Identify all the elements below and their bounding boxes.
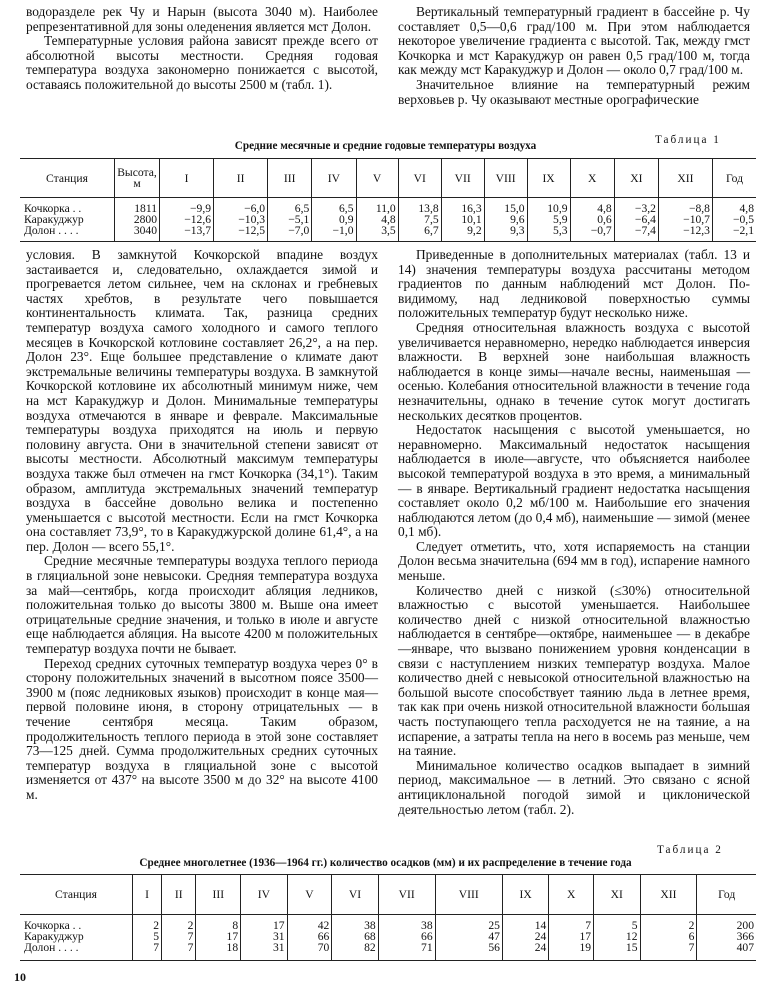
value-cell xyxy=(133,915,162,961)
table-cell: 15,0 xyxy=(504,202,525,215)
table-cell: 25 xyxy=(488,919,500,932)
table-cell: Кочкорка . . xyxy=(24,202,82,215)
table-cell: 2 xyxy=(153,919,160,932)
table-cell: 9,6 xyxy=(510,213,525,226)
table-cell: −2,1 xyxy=(732,224,754,237)
table-cell: 7 xyxy=(585,919,592,932)
table-cell: −12,3 xyxy=(683,224,710,237)
table-cell: 42 xyxy=(317,919,330,932)
table-cell: 17 xyxy=(272,919,285,932)
paragraph: Недостаток насыщения с высотой уменьшается, но неравномерно. Максимальный недостаток насыщения наблюдается в июле—августе, что объясняется наиболее высокой температурой воздуха в это время, а минимальный — в январе. Вертикальный градиент недостатка насыщения составляет около 0,2 мб/100 м. Наибольшие его значения наблюдаются летом (до 0,4 мб), наименьшие — зимой (менее 0,1 мб). xyxy=(398,422,750,540)
column-header: Год xyxy=(712,159,756,198)
table-cell: 3,5 xyxy=(381,224,396,237)
paragraph: Значительное влияние на температурный режим верховьев р. Чу оказывают местные орографические xyxy=(398,76,750,107)
table-cell: 38 xyxy=(364,919,376,932)
value-cell xyxy=(268,198,312,242)
table-cell: Долон . . . . xyxy=(24,941,79,954)
table-cell: 7 xyxy=(187,930,194,943)
table-cell: Долон . . . . xyxy=(24,224,79,237)
table-cell: 71 xyxy=(421,941,433,954)
value-cell xyxy=(435,915,502,961)
table1-label: Таблица 1 xyxy=(655,134,721,146)
column-header: III xyxy=(196,875,241,915)
column-header: Высота, м xyxy=(115,159,160,198)
table-cell: 9,2 xyxy=(467,224,482,237)
table-cell: 11,0 xyxy=(375,202,396,215)
column-header: IX xyxy=(527,159,570,198)
column-header: VII xyxy=(441,159,484,198)
table-cell: −0,5 xyxy=(732,213,754,226)
column-header: II xyxy=(162,875,196,915)
value-cell xyxy=(697,915,756,961)
table-cell: 4,8 xyxy=(739,202,754,215)
table-cell: 31 xyxy=(272,941,285,954)
table-cell: 9,3 xyxy=(510,224,525,237)
table-cell: 5,3 xyxy=(553,224,568,237)
paragraph: Вертикальный температурный градиент в бассейне р. Чу составляет 0,5—0,6 град/100 м. При этом наблюдается некоторое увеличение градиента с высотой. Так, между гмст Кочкорка и мст Каракуджур он равен 0,5 град/100 м, тогда как между мст Каракуджур и Долон — около 0,7 град/100 м. xyxy=(398,4,750,78)
column-header: XII xyxy=(640,875,697,915)
table-cell: Кочкорка . . xyxy=(24,919,82,932)
column-header: VIII xyxy=(435,875,502,915)
column-header: XII xyxy=(658,159,712,198)
table-cell: 3040 xyxy=(133,224,157,237)
table-body xyxy=(20,198,756,242)
paragraph: Минимальное количество осадков выпадает в зимний период, максимальное — в летний. Это связано с ясной антициклональной погодой зимой и циклонической деятельностью летом (табл. 2). xyxy=(398,757,750,817)
table-row xyxy=(20,915,756,961)
page-number: 10 xyxy=(14,970,26,984)
table-cell: 8 xyxy=(232,919,239,932)
table-cell: −9,9 xyxy=(190,202,212,215)
middle-left-column xyxy=(26,248,378,803)
table-cell: 12 xyxy=(625,930,638,943)
value-cell xyxy=(115,198,160,242)
value-cell xyxy=(658,198,712,242)
value-cell xyxy=(214,198,268,242)
column-header: V xyxy=(287,875,332,915)
table-body xyxy=(20,915,756,961)
table-cell: 5 xyxy=(631,919,638,932)
table-cell: −5,1 xyxy=(288,213,310,226)
table-cell: 17 xyxy=(226,930,239,943)
table-cell: −13,7 xyxy=(184,224,212,237)
value-cell xyxy=(332,915,378,961)
table-cell: 5 xyxy=(153,930,160,943)
table-cell: −6,4 xyxy=(634,213,656,226)
table-cell: Каракуджур xyxy=(24,213,84,226)
column-header: Год xyxy=(697,875,756,915)
table-cell: −1,0 xyxy=(332,224,354,237)
value-cell xyxy=(640,915,697,961)
value-cell xyxy=(160,198,214,242)
paragraph: водоразделе рек Чу и Нарын (высота 3040 м). Наиболее репрезентативной для зоны оледенения является мст Долон. xyxy=(26,4,378,34)
table-cell: 31 xyxy=(272,930,285,943)
table-cell: 366 xyxy=(736,930,754,943)
table-cell: −0,7 xyxy=(590,224,612,237)
table-cell: −3,2 xyxy=(634,202,656,215)
value-cell xyxy=(614,198,658,242)
table-cell: Каракуджур xyxy=(24,930,84,943)
value-cell xyxy=(378,915,435,961)
paragraph: Средняя относительная влажность воздуха с высотой увеличивается неравномерно, нередко наблюдается инверсия влажности. В верхней зоне наибольшая влажность наблюдается в конце зимы—начале весны, наименьшая — осенью. Колебания относительной влажности в течение года незначительны, однако в течение суток могут достигать нескольких десятков процентов. xyxy=(398,319,750,423)
column-header: IX xyxy=(502,875,548,915)
column-header: VII xyxy=(378,875,435,915)
column-header: IV xyxy=(312,159,356,198)
table-cell: 6,5 xyxy=(339,202,354,215)
value-cell xyxy=(398,198,441,242)
value-cell xyxy=(287,915,332,961)
table-cell: 2 xyxy=(688,919,695,932)
top-left-column xyxy=(26,5,378,93)
column-header: V xyxy=(356,159,398,198)
table-cell: 68 xyxy=(364,930,376,943)
value-cell xyxy=(441,198,484,242)
column-header: XI xyxy=(594,875,640,915)
station-cell xyxy=(20,915,133,961)
column-header: X xyxy=(570,159,614,198)
column-header: Станция xyxy=(46,171,88,185)
table-header-row xyxy=(20,159,756,198)
value-cell xyxy=(502,915,548,961)
paragraph: Следует отметить, что, хотя испаряемость на станции Долон весьма значительна (694 мм в год), испарение намного меньше. xyxy=(398,538,750,584)
table2-label: Таблица 2 xyxy=(657,844,723,856)
table-cell: −7,4 xyxy=(634,224,656,237)
table-cell: 10,9 xyxy=(547,202,568,215)
table-cell: 7 xyxy=(153,941,160,954)
table-cell: 2 xyxy=(187,919,194,932)
value-cell xyxy=(527,198,570,242)
table-cell: 6,7 xyxy=(424,224,439,237)
column-header: III xyxy=(268,159,312,198)
paragraph: Переход средних суточных температур воздуха через 0° в сторону положительных значений в высотном поясе 3500—3900 м (пояс ледниковых языков) происходит в конце мая—первой половине июня, в сторону отрицательных — в течение сентября месяца. Таким образом, продолжительность теплого периода в этой зоне составляет 73—125 дней. Сумма продолжительных средних суточных температур воздуха в гляциальной зоне с высотой изменяется от 437° на высоте 3500 м до 32° на высоте 4100 м. xyxy=(26,655,378,802)
column-header: VI xyxy=(332,875,378,915)
table-cell: −12,5 xyxy=(238,224,266,237)
table2-caption: Среднее многолетнее (1936—1964 гг.) количество осадков (мм) и их распределение в течение года xyxy=(139,857,632,869)
value-cell xyxy=(570,198,614,242)
column-header: II xyxy=(214,159,268,198)
table-cell: 200 xyxy=(736,919,754,932)
table-cell: −10,3 xyxy=(238,213,266,226)
table-row xyxy=(20,198,756,242)
table-cell: 24 xyxy=(534,941,547,954)
table-cell: 18 xyxy=(226,941,239,954)
table-cell: 5,9 xyxy=(553,213,568,226)
table-cell: 66 xyxy=(317,930,330,943)
table-cell: −8,8 xyxy=(688,202,710,215)
table-cell: 0,9 xyxy=(339,213,354,226)
table-cell: 6 xyxy=(688,930,695,943)
station-cell xyxy=(20,198,115,242)
column-header: XI xyxy=(614,159,658,198)
table-cell: −12,6 xyxy=(184,213,212,226)
value-cell xyxy=(312,198,356,242)
table-cell: 82 xyxy=(364,941,376,954)
column-header: X xyxy=(549,875,594,915)
paragraph: Количество дней с низкой (≤30%) относительной влажностью с высотой уменьшается. Наибольшее количество дней с низкой относительной влажностью наблюдается в сентябре—октябре, наименьшее — в декабре—январе, что вызвано понижением уровня конденсации в связи с наступлением низких температур воздуха. Малое количество дней с невысокой относительной влажностью на большой высоте способствует таянию льда в летнее время, так как при очень низкой относительной влажности бо́льшая часть поступающего тепла расходуется не на таяние, а на испарение, а затраты тепла на него в восемь раз меньше, чем на таяние. xyxy=(398,582,750,759)
table-cell: 4,8 xyxy=(597,202,612,215)
table-cell: 38 xyxy=(421,919,433,932)
table-cell: 14 xyxy=(534,919,547,932)
middle-right-column xyxy=(398,248,750,817)
paragraph: Приведенные в дополнительных материалах (табл. 13 и 14) значения температуры воздуха рассчитаны методом градиентов по данным наблюдений мст Долон. По-видимому, над ледниковой поверхностью суммы положительных температур будут несколько ниже. xyxy=(398,247,750,321)
table-cell: 13,8 xyxy=(418,202,439,215)
table-cell: 407 xyxy=(736,941,754,954)
paragraph: Температурные условия района зависят прежде всего от абсолютной высоты местности. Средняя годовая температура воздуха закономерно понижается с высотой, оставаясь положительной до высоты 2500 м (табл. 1). xyxy=(26,33,378,92)
table1-caption: Средние месячные и средние годовые температуры воздуха xyxy=(234,140,537,152)
column-header: VI xyxy=(398,159,441,198)
column-header: I xyxy=(160,159,214,198)
table-cell: 10,1 xyxy=(461,213,482,226)
precipitation-table xyxy=(20,874,756,961)
table-cell: 6,5 xyxy=(294,202,310,215)
value-cell xyxy=(712,198,756,242)
table-cell: 0,6 xyxy=(597,213,612,226)
paragraph: условия. В замкнутой Кочкорской впадине воздух застаивается и, следовательно, охлаждается зимой и прогревается летом сильнее, чем на склонах и гребневых частях хребтов, в результате чего повышается континентальность климата. Так, разница средних температур воздуха самого холодного и самого теплого месяцев в Кочкорской котловине составляет 26,2°, а на пер. Долон 23°. Еще большее представление о климате дают экстремальные величины температуры воздуха. В замкнутой Кочкорской котловине их абсолютный минимум ниже, чем на мст Каракуджур и Долон. Минимальные температуры воздуха отмечаются в январе и феврале. Максимальные температуры воздуха приходятся на июль и первую половину августа. Они в значительной степени зависят от высоты местности. Абсолютный максимум температуры воздуха также был отмечен на гмст Кочкорка (34,1°). Таким образом, амплитуда экстремальных значений температур воздуха в бассейне довольно велика и постепенно уменьшается с высотой местности. Если на гмст Кочкорка она составляет 73,9°, то в Каракуджурской долине 61,4°, а на пер. Долон — всего 55,1°. xyxy=(26,247,378,554)
paragraph: Средние месячные температуры воздуха теплого периода в гляциальной зоне невысоки. Средняя температура воздуха за май—сентябрь, когда происходит абляция ледников, положительная только до высоты 3800 м. Выше она имеет отрицательные средние значения, и только в июле и августе еще наблюдается абляция. На высоте 4200 м положительных температур воздуха почти не бывает. xyxy=(26,553,378,657)
table-cell: 1811 xyxy=(134,202,157,215)
table-cell: 19 xyxy=(579,941,592,954)
table-cell: 7 xyxy=(187,941,194,954)
table-cell: 15 xyxy=(625,941,638,954)
table-cell: 2800 xyxy=(133,213,157,226)
table-cell: 24 xyxy=(534,930,547,943)
column-header: IV xyxy=(241,875,287,915)
column-header: Станция xyxy=(55,888,97,901)
value-cell xyxy=(484,198,527,242)
value-cell xyxy=(594,915,640,961)
table-cell: 56 xyxy=(488,941,500,954)
value-cell xyxy=(196,915,241,961)
table-cell: 66 xyxy=(421,930,433,943)
table-cell: 7,5 xyxy=(424,213,439,226)
table-cell: 7 xyxy=(688,941,695,954)
table-cell: 16,3 xyxy=(461,202,482,215)
column-header: VIII xyxy=(484,159,527,198)
table-cell: −10,7 xyxy=(683,213,710,226)
temperature-table xyxy=(20,158,756,242)
value-cell xyxy=(162,915,196,961)
table-cell: 47 xyxy=(488,930,500,943)
table-cell: 4,8 xyxy=(381,213,396,226)
table-cell: −6,0 xyxy=(244,202,266,215)
column-header: I xyxy=(133,875,162,915)
value-cell xyxy=(356,198,398,242)
table-header-row xyxy=(20,875,756,915)
table-cell: −7,0 xyxy=(288,224,310,237)
value-cell xyxy=(241,915,287,961)
top-right-column xyxy=(398,5,750,107)
table-cell: 70 xyxy=(317,941,330,954)
value-cell xyxy=(549,915,594,961)
table-cell: 17 xyxy=(579,930,592,943)
